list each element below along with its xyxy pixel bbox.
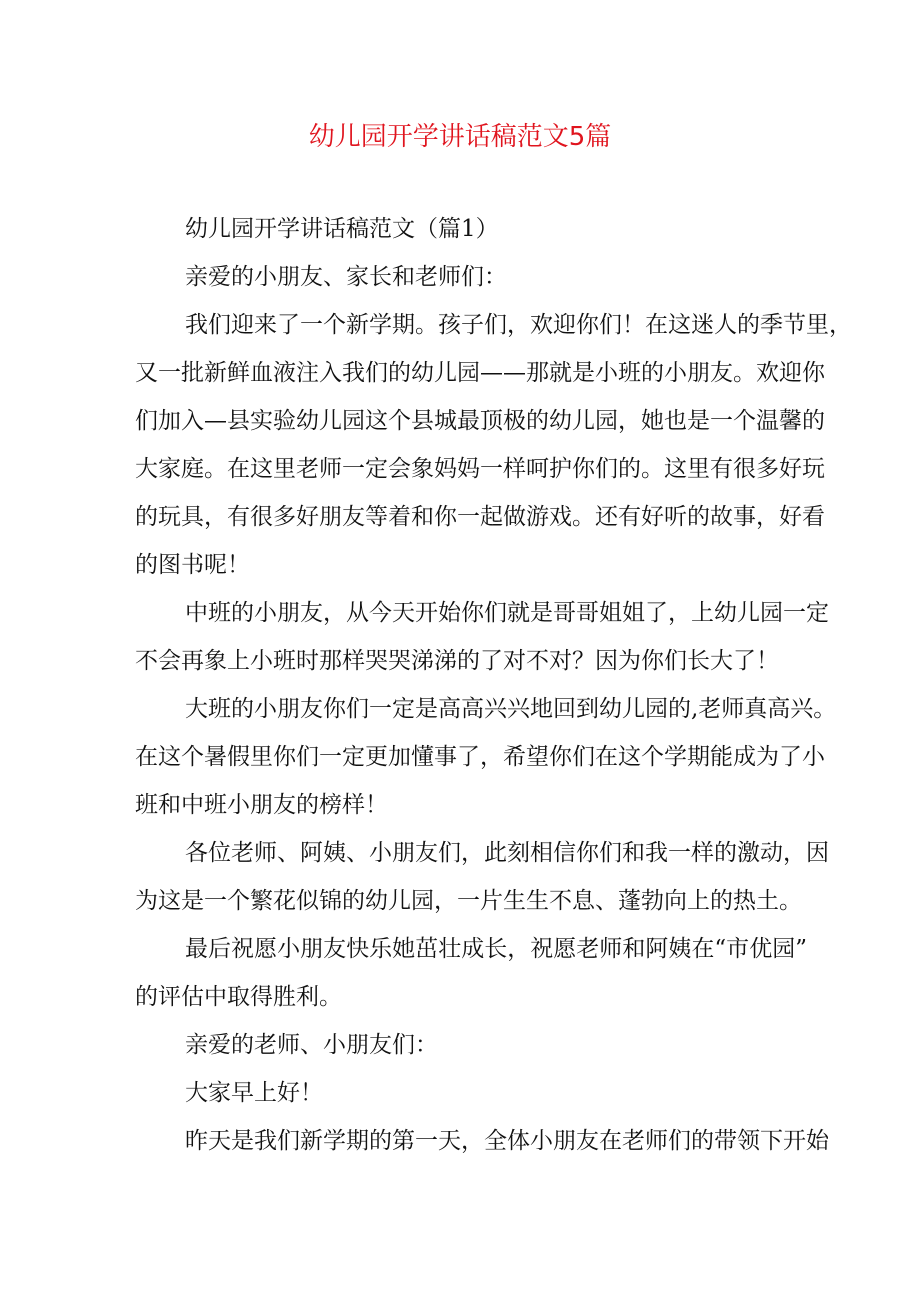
text-line: 班和中班小朋友的榜样！: [135, 792, 388, 818]
text-line: 大班的小朋友你们一定是高高兴兴地回到幼儿园的,老师真高兴。: [185, 696, 837, 722]
text-line: 又一批新鲜血液注入我们的幼儿园——那就是小班的小朋友。欢迎你: [135, 360, 825, 386]
text-line: 的玩具，有很多好朋友等着和你一起做游戏。还有好听的故事，好看: [135, 504, 825, 530]
text-line: 大家庭。在这里老师一定会象妈妈一样呵护你们的。这里有很多好玩: [135, 456, 825, 482]
text-line: 的图书呢！: [135, 552, 250, 578]
text-line: 最后祝愿小朋友快乐她茁壮成长，祝愿老师和阿姨在“市优园”: [185, 936, 807, 962]
text-line: 各位老师、阿姨、小朋友们，此刻相信你们和我一样的激动，因: [185, 840, 829, 866]
document-title: 幼儿园开学讲话稿范文5篇: [308, 122, 612, 152]
text-line: 的评估中取得胜利。: [135, 984, 342, 1010]
text-line: 为这是一个繁花似锦的幼儿园，一片生生不息、蓬勃向上的热土。: [135, 888, 802, 914]
paragraph: [135, 685, 837, 829]
text-line: 不会再象上小班时那样哭哭涕涕的了对不对？因为你们长大了！: [135, 648, 779, 674]
paragraph: [135, 253, 807, 301]
paragraph: [135, 1021, 807, 1069]
text-line: 在这个暑假里你们一定更加懂事了，希望你们在这个学期能成为了小: [135, 744, 825, 770]
text-line: 我们迎来了一个新学期。孩子们，欢迎你们！在这迷人的季节里，: [185, 312, 852, 338]
paragraph: [135, 1069, 807, 1117]
paragraph: [135, 1117, 829, 1165]
text-line: 亲爱的小朋友、家长和老师们：: [185, 264, 507, 290]
text-line: 们加入—县实验幼儿园这个县城最顶极的幼儿园，她也是一个温馨的: [135, 408, 825, 434]
paragraph: [135, 205, 807, 253]
paragraph: [135, 589, 829, 685]
text-line: 昨天是我们新学期的第一天，全体小朋友在老师们的带领下开始: [185, 1128, 829, 1154]
paragraph: [135, 301, 852, 589]
text-line: 大家早上好！: [185, 1080, 323, 1106]
text-line: 亲爱的老师、小朋友们：: [185, 1032, 438, 1058]
paragraph: [135, 925, 807, 1021]
text-line: 中班的小朋友，从今天开始你们就是哥哥姐姐了，上幼儿园一定: [185, 600, 829, 626]
text-line: 幼儿园开学讲话稿范文（篇1）: [185, 216, 499, 242]
document-body: [135, 205, 852, 1165]
paragraph: [135, 829, 829, 925]
